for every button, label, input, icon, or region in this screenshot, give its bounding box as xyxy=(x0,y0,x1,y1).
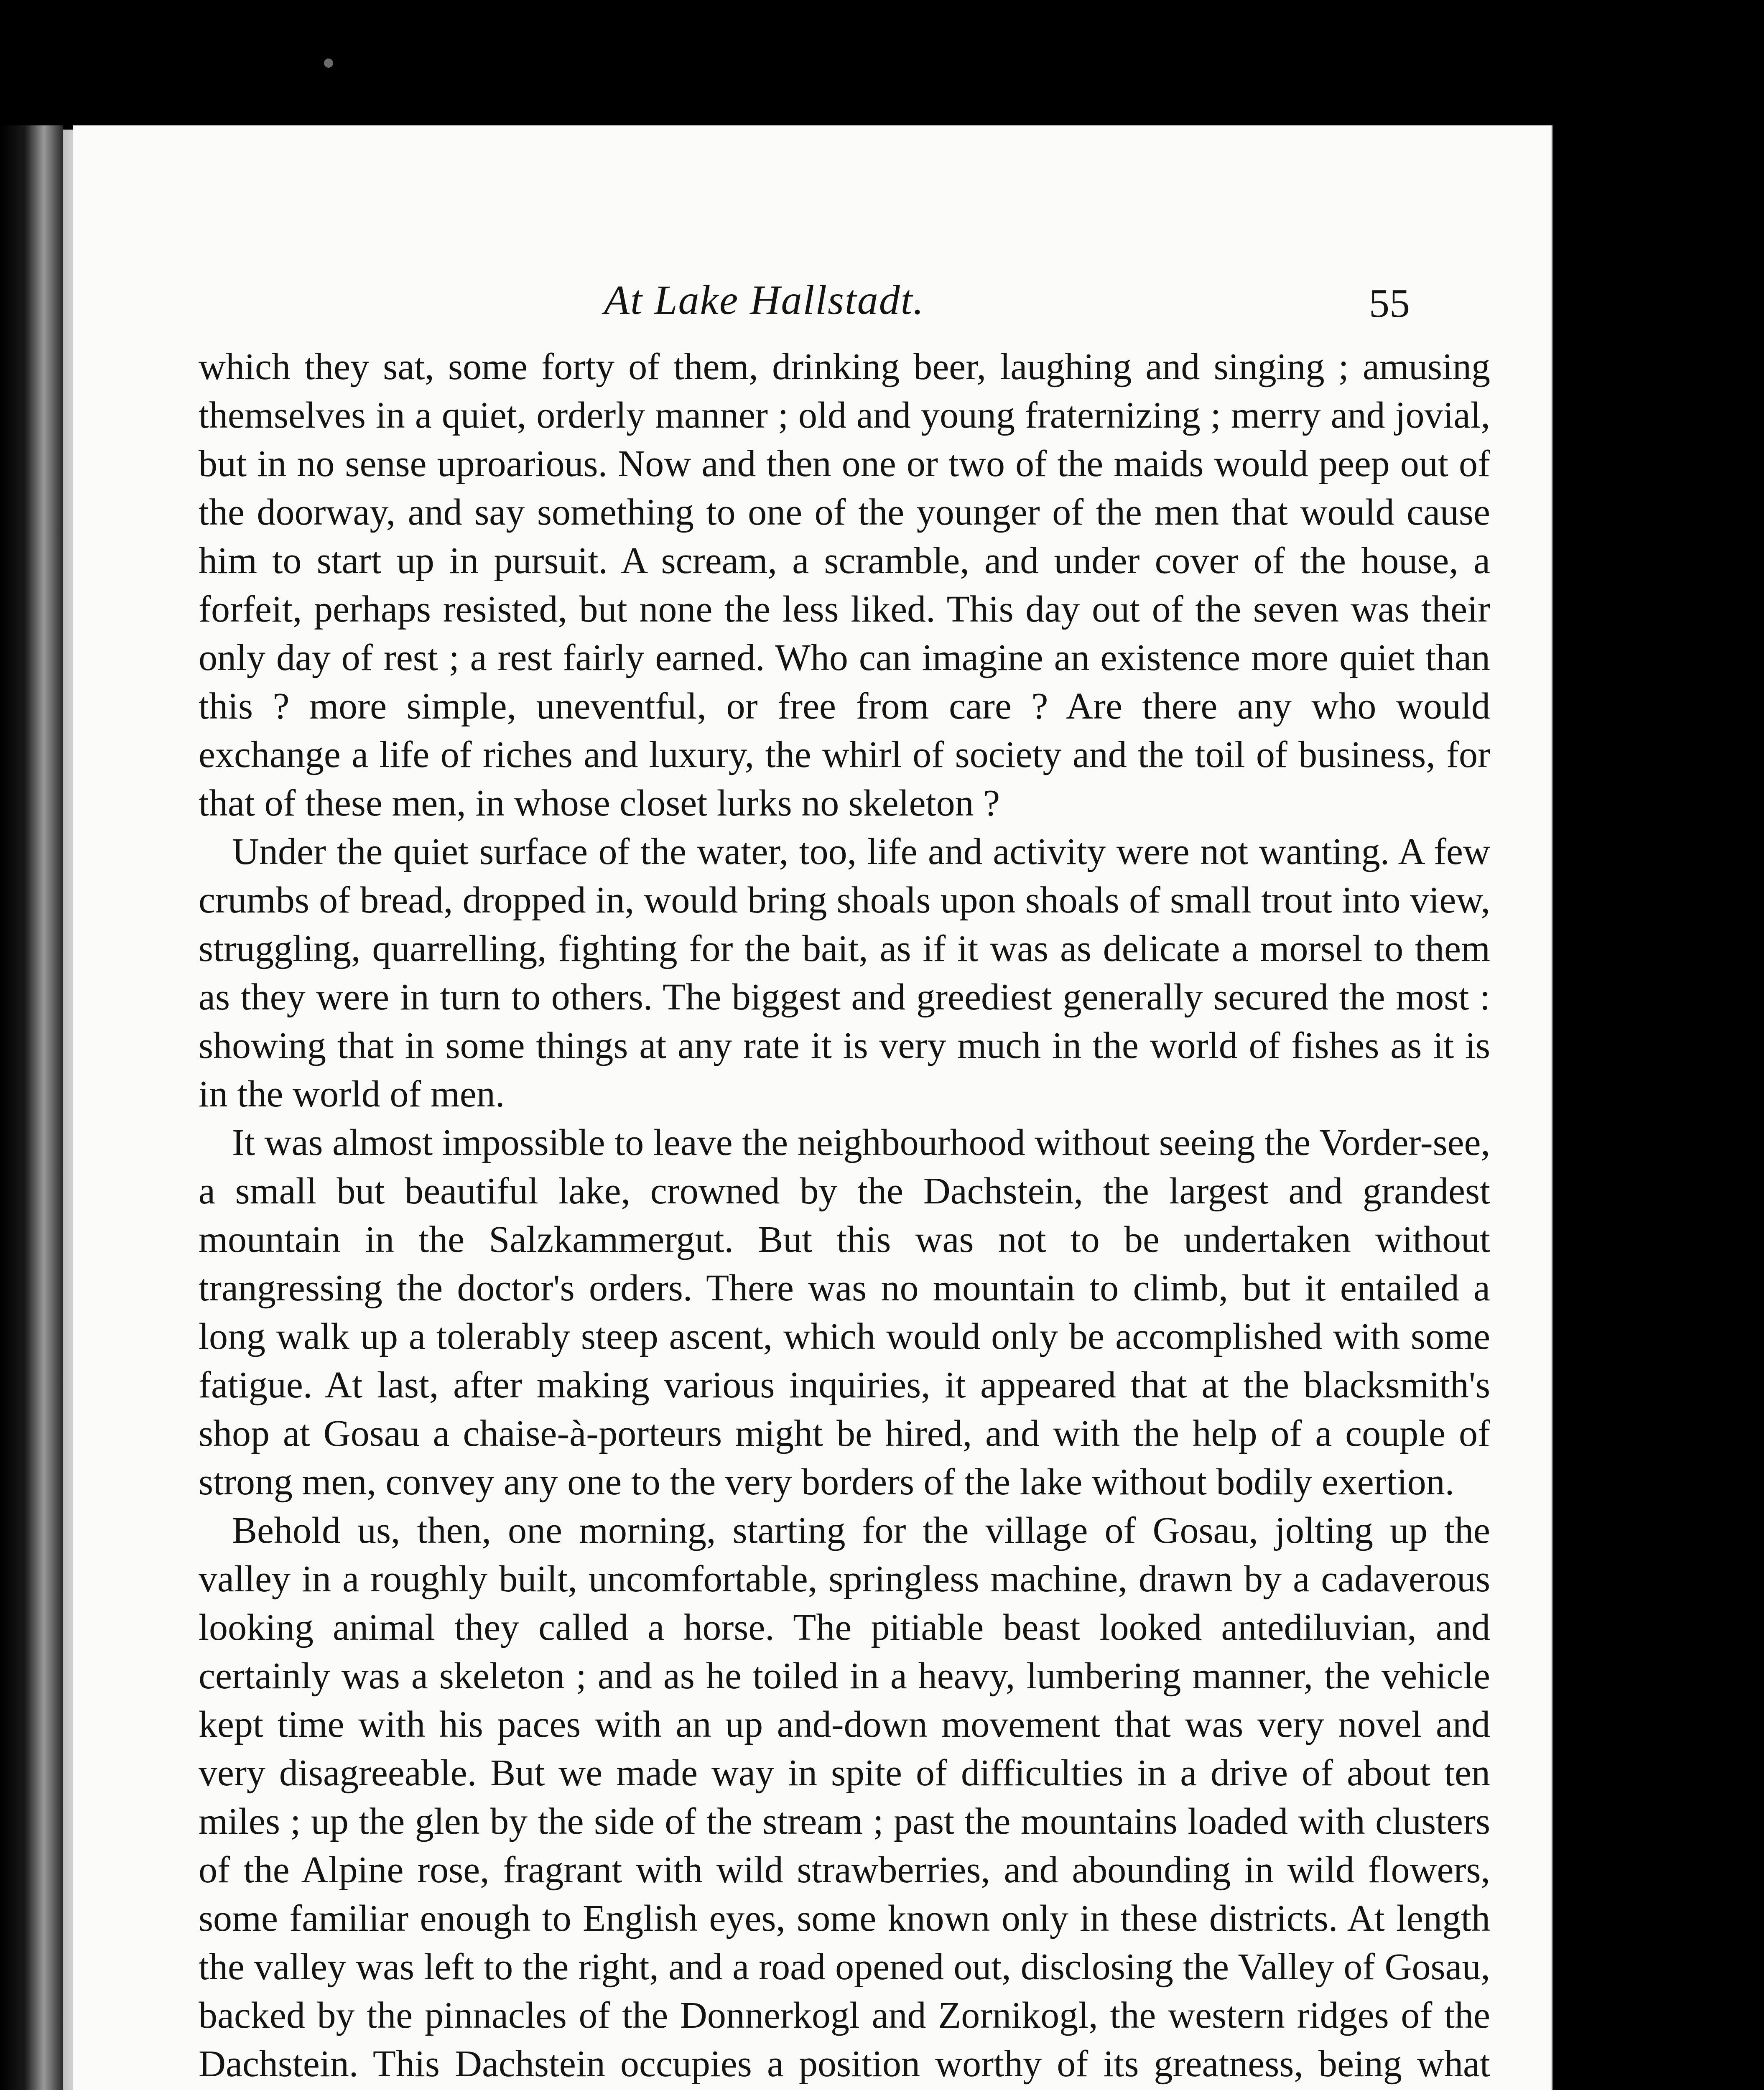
paragraph-continued: which they sat, some forty of them, drinking beer, laughing and singing ; amusing themselves in a quiet, orderly manner ; old and young fraternizing ; merry and jovial, but in no sense uproarious. Now and then one or two of the maids would peep out of the doorway, and say something to one of the younger of the men that would cause him to start up in pursuit. A scream, a scramble, and under cover of the house, a forfeit, perhaps resisted, but none the less liked. This day out of the seven was their only day of rest ; a rest fairly earned. Who can imagine an existence more quiet than this ? more simple, uneventful, or free from care ? Are there any who would exchange a life of riches and luxury, the whirl of society and the toil of business, for that of these men, in whose closet lurks no skeleton ? xyxy=(199,346,1490,824)
page-number: 55 xyxy=(1369,281,1410,326)
paragraph-vorder-see: It was almost impossible to leave the neighbourhood without seeing the Vorder-see, a small but beautiful lake, crowned by the Dachstein, the largest and grandest mountain in the Salzkammergut. But this was not to be undertaken without trangressing the doctor's orders. There was no mountain to climb, but it entailed a long walk up a tolerably steep ascent, which would only be accomplished with some fatigue. At last, after making various inquiries, it appeared that at the blacksmith's shop at Gosau a chaise-à-porteurs might be hired, and with the help of a couple of strong men, convey any one to the very borders of the lake without bodily exertion. xyxy=(199,1122,1490,1503)
book-page xyxy=(73,125,1552,2090)
dust-speck xyxy=(324,59,333,68)
paragraph-trout: Under the quiet surface of the water, too, life and activity were not wanting. A few crumbs of bread, dropped in, would bring shoals upon shoals of small trout into view, struggling, quarrelling, fighting for the bait, as if it was as delicate a morsel to them as they were in turn to others. The biggest and greediest generally secured the most : showing that in some things at any rate it is very much in the world of fishes as it is in the world of men. xyxy=(199,831,1490,1115)
running-title: At Lake Hallstadt. xyxy=(604,277,925,323)
body-text xyxy=(199,343,1490,2090)
paragraph-gosau: Behold us, then, one morning, starting for the village of Gosau, jolting up the valley in a roughly built, uncomfortable, springless machine, drawn by a cadaverous looking animal they called a horse. The pitiable beast looked antediluvian, and certainly was a skeleton ; and as he toiled in a heavy, lumbering manner, the vehicle kept time with his paces with an up and-down movement that was very novel and very disagreeable. But we made way in spite of difficulties in a drive of about ten miles ; up the glen by the side of the stream ; past the mountains loaded with clusters of the Alpine rose, fragrant with wild strawberries, and abounding in wild flowers, some familiar enough to English eyes, some known only in these districts. At length the valley was left to the right, and a road opened out, disclosing the Valley of Gosau, backed by the pinnacles of the Donnerkogl and Zornikogl, the western ridges of the Dachstein. This Dachstein occupies a position worthy of its greatness, being what xyxy=(199,1510,1490,2085)
running-head xyxy=(73,276,1551,339)
book-spine-edge xyxy=(0,125,63,2090)
